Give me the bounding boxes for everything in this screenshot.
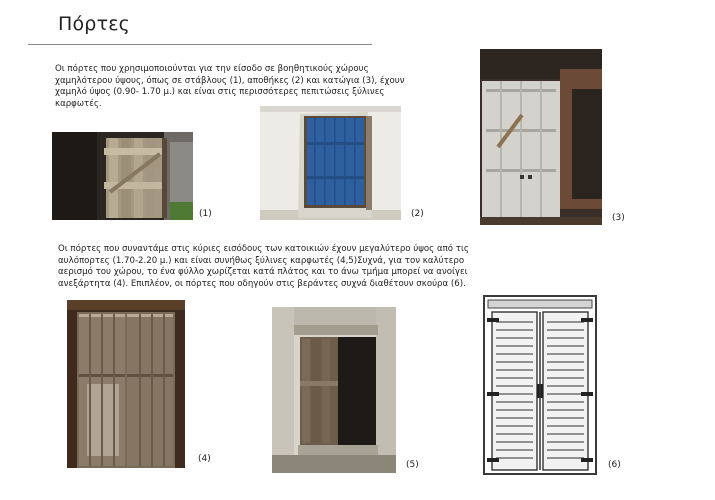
title-divider (28, 44, 372, 45)
storage-door-photo (260, 106, 401, 220)
caption-3: (3) (612, 213, 625, 223)
main-entrance-door-photo (67, 300, 185, 468)
veranda-shutter-door-drawing (480, 294, 600, 476)
caption-1: (1) (199, 209, 212, 219)
intro-paragraph: Οι πόρτες που χρησιμοποιούνται για την είσοδο σε βοηθητικούς χώρους χαμηλότερου ύψους, όπως σε στάβλους (1), αποθήκες (2) και κατώγια (3), έχουν χαμηλό ύψος (0.90- 1.70 μ.) και είναι στις περισσότερες πεπιτώσεις ξύλινες καρφωτές. (55, 64, 405, 109)
stable-door-photo (52, 132, 193, 220)
main-entrance-door-photo (272, 307, 396, 473)
caption-4: (4) (198, 454, 211, 464)
page-title: Πόρτες (58, 13, 131, 35)
caption-6: (6) (608, 460, 621, 470)
caption-5: (5) (406, 460, 419, 470)
basement-door-photo (480, 49, 602, 225)
caption-2: (2) (411, 209, 424, 219)
main-doors-paragraph: Οι πόρτες που συναντάμε στις κύριες εισόδους των κατοικιών έχουν μεγαλύτερο ύψος από τις αυλόπορτες (1.70-2.20 μ.) και είναι συνήθως ξύλινες καρφωτές (4,5)Συχνά, για τον καλύτερο αερισμό του χώρου, το ένα φύλλο χωρίζεται κατά πλάτος και το άνω τμήμα μπορεί να ανοίγει ανεξάρτητα (4). Επιπλέον, οι πόρτες που οδηγούν στις βεράντες συχνά διαθέτουν σκούρα (6). (58, 244, 469, 289)
